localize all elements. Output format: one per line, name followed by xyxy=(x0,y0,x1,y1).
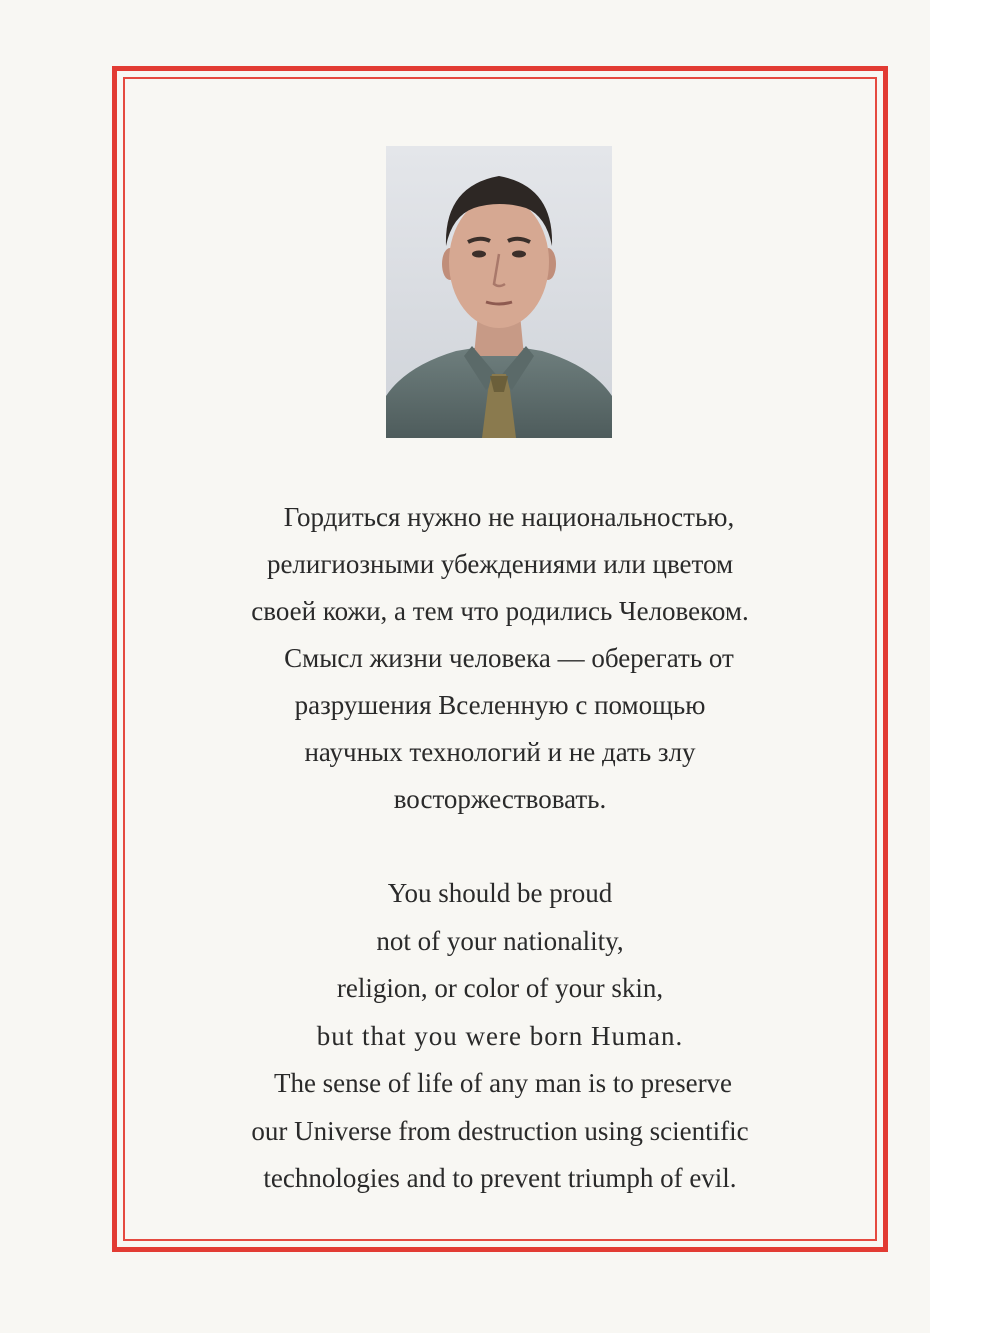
english-quote-line: religion, or color of your skin, xyxy=(336,973,664,1003)
english-quote-line: but that you were born Human. xyxy=(316,1020,684,1051)
english-quote-line: technologies and to prevent triumph of evil. xyxy=(263,1163,737,1193)
russian-quote-line: религиозными убеждениями или цветом xyxy=(266,549,734,579)
portrait-icon xyxy=(386,146,612,438)
english-quote-line: our Universe from destruction using scientific xyxy=(251,1115,749,1146)
page-edge xyxy=(930,0,1000,1333)
author-portrait-photo xyxy=(386,146,612,438)
russian-quote xyxy=(130,494,870,823)
russian-quote-line: разрушения Вселенную с помощью xyxy=(294,690,706,720)
russian-quote-line: своей кожи, а тем что родились Человеком. xyxy=(251,596,749,626)
english-quote xyxy=(130,870,870,1203)
english-quote-line: not of your nationality, xyxy=(376,925,624,956)
russian-quote-line: Гордиться нужно не национальностью, xyxy=(283,502,735,532)
english-quote-line: The sense of life of any man is to preserve xyxy=(273,1068,733,1098)
russian-quote-line: научных технологий и не дать злу xyxy=(304,737,696,767)
russian-quote-line: Смысл жизни человека — оберегать от xyxy=(284,643,734,673)
russian-quote-line: восторжествовать. xyxy=(393,784,607,814)
english-quote-line: You should be proud xyxy=(387,878,613,908)
